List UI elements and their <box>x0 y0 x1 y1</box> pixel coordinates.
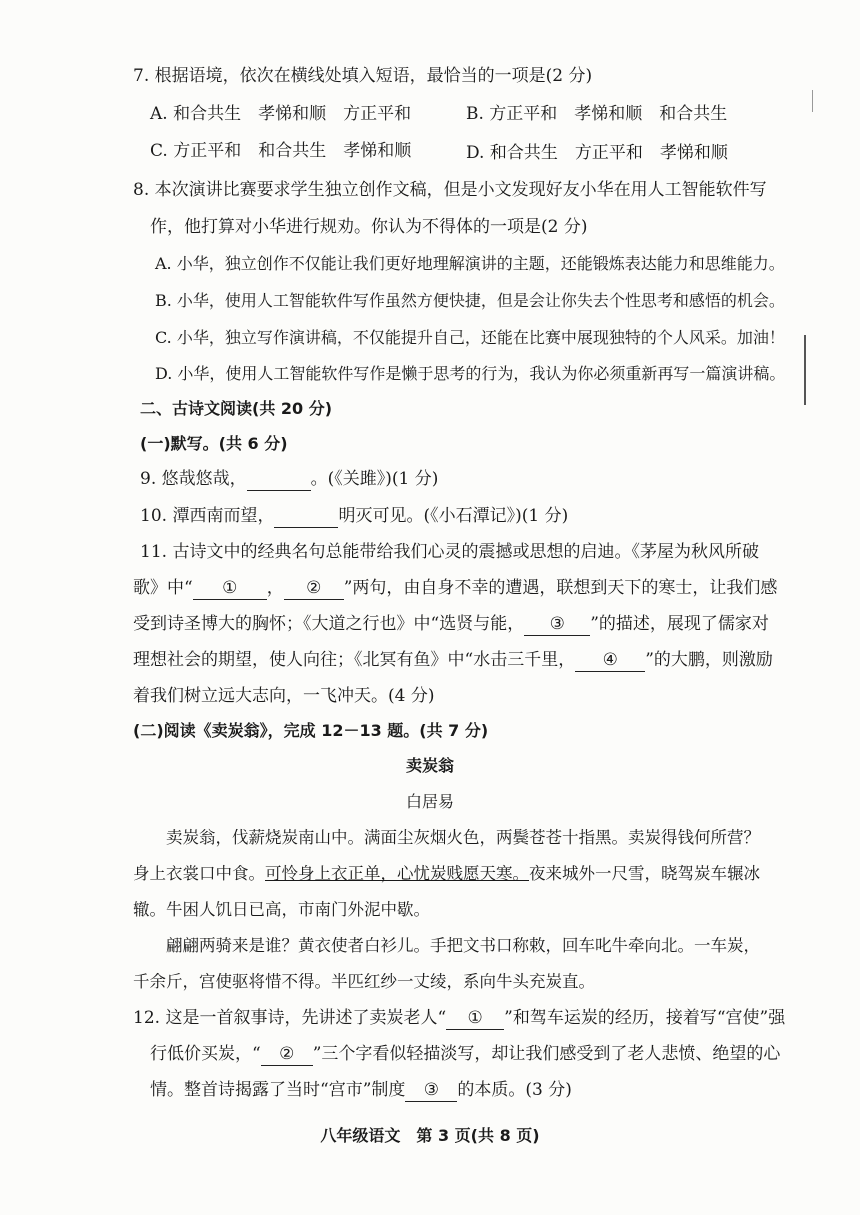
q11-blank-4[interactable]: ④ <box>575 649 645 672</box>
q8-option-a: A. 小华，独立创作不仅能让我们更好地理解演讲的主题，还能锻炼表达能力和思维能力。 <box>155 254 785 273</box>
poem-author: 白居易 <box>405 792 454 811</box>
q11-line2 <box>133 577 777 600</box>
q11-line3 <box>133 613 769 636</box>
q7-option-d: D. 和合共生 方正平和 孝悌和顺 <box>466 143 728 163</box>
q12-blank-1[interactable]: ① <box>446 1007 504 1030</box>
q9-source: 。(《关雎》)(1 分) <box>310 469 439 489</box>
scan-edge-mark <box>812 90 813 112</box>
q8-option-b: B. 小华，使用人工智能软件写作虽然方便快捷，但是会让你失去个性思考和感悟的机会。 <box>155 291 785 310</box>
q11-text: 受到诗圣博大的胸怀；《大道之行也》中“选贤与能， <box>133 614 525 634</box>
scan-edge-mark <box>804 335 806 405</box>
q11-line5: 着我们树立远大志向，一飞冲天。(4 分) <box>133 686 435 706</box>
section-title: 二、古诗文阅读(共 20 分) <box>140 399 333 418</box>
q12-line3 <box>150 1079 572 1102</box>
q11-text: 理想社会的期望，使人向往；《北冥有鱼》中“水击三千里， <box>133 650 576 670</box>
subsection-title: (一)默写。(共 6 分) <box>140 434 288 453</box>
q8-option-c: C. 小华，独立写作演讲稿，不仅能提升自己，还能在比赛中展现独特的个人风采。加油！ <box>155 328 785 347</box>
poem-para2-line1: 翩翩两骑来是谁？黄衣使者白衫儿。手把文书口称敕，回车叱牛牵向北。一车炭， <box>166 936 760 955</box>
q8-option-d: D. 小华，使用人工智能软件写作是懒于思考的行为，我认为你必须重新再写一篇演讲稿。 <box>155 364 786 383</box>
q7-stem: 7. 根据语境，依次在横线处填入短语，最恰当的一项是(2 分) <box>133 66 593 86</box>
q11-text: ”的大鹏，则激励 <box>645 650 773 670</box>
q11-blank-3[interactable]: ③ <box>524 613 590 636</box>
q10 <box>140 505 568 528</box>
q12-blank-3[interactable]: ③ <box>405 1079 457 1102</box>
poem-underlined-sentence: 可怜身上衣正单，心忧炭贱愿天寒。 <box>265 864 529 883</box>
q10-source: 明灭可见。(《小石潭记》)(1 分) <box>338 506 569 526</box>
q12-text: 情。整首诗揭露了当时“宫市”制度 <box>150 1080 406 1100</box>
poem-para1-line1: 卖炭翁，伐薪烧炭南山中。满面尘灰烟火色，两鬓苍苍十指黑。卖炭得钱何所营？ <box>166 828 760 847</box>
poem-para1-line2 <box>133 863 760 885</box>
q12-text: 12. 这是一首叙事诗，先讲述了卖炭老人“ <box>133 1008 447 1028</box>
q9-text: 9. 悠哉悠哉， <box>140 469 247 489</box>
q12-text: ”和驾车运炭的经历，接着写“宫使”强 <box>504 1008 786 1028</box>
subsection-title-2: (二)阅读《卖炭翁》，完成 12－13 题。(共 7 分) <box>133 721 489 740</box>
poem-para2-line2: 千余斤，宫使驱将惜不得。半匹红纱一丈绫，系向牛头充炭直。 <box>133 972 595 991</box>
q10-text: 10. 潭西南而望， <box>140 506 275 526</box>
q11-blank-1[interactable]: ① <box>193 577 267 600</box>
q11-text: ”的描述，展现了儒家对 <box>590 614 769 634</box>
poem-text: 身上衣裳口中食。 <box>133 864 265 883</box>
q12-text: 行低价买炭，“ <box>150 1044 261 1064</box>
q11-text: 歌》中“ <box>133 578 193 598</box>
q11-line1: 11. 古诗文中的经典名句总能带给我们心灵的震撼或思想的启迪。《茅屋为秋风所破 <box>140 542 759 562</box>
q12-line1 <box>133 1007 785 1030</box>
page-footer: 八年级语文 第 3 页(共 8 页) <box>320 1126 540 1145</box>
q9 <box>140 468 438 491</box>
q11-text: ”两句，由自身不幸的遭遇，联想到天下的寒士，让我们感 <box>343 578 778 598</box>
poem-para1-line3: 辙。牛困人饥日已高，市南门外泥中歇。 <box>133 900 430 919</box>
q8-stem-line1: 8. 本次演讲比赛要求学生独立创作文稿，但是小文发现好友小华在用人工智能软件写 <box>133 180 767 200</box>
q11-blank-2[interactable]: ② <box>284 577 344 600</box>
q10-blank[interactable] <box>274 505 338 528</box>
q12-text: 的本质。(3 分) <box>457 1080 572 1100</box>
q7-option-c: C. 方正平和 和合共生 孝悌和顺 <box>150 141 412 161</box>
q8-stem-line2: 作，他打算对小华进行规劝。你认为不得体的一项是(2 分) <box>150 217 588 237</box>
poem-text: 夜来城外一尺雪，晓驾炭车辗冰 <box>529 864 760 883</box>
q7-option-b: B. 方正平和 孝悌和顺 和合共生 <box>466 104 728 124</box>
q11-comma: ， <box>266 578 284 598</box>
poem-title: 卖炭翁 <box>405 756 454 775</box>
q12-text: ”三个字看似轻描淡写，却让我们感受到了老人悲愤、绝望的心 <box>312 1044 781 1064</box>
q9-blank[interactable] <box>247 468 311 491</box>
q11-line4 <box>133 649 773 672</box>
q7-option-a: A. 和合共生 孝悌和顺 方正平和 <box>150 104 412 124</box>
q12-blank-2[interactable]: ② <box>261 1043 313 1066</box>
q12-line2 <box>150 1043 780 1066</box>
